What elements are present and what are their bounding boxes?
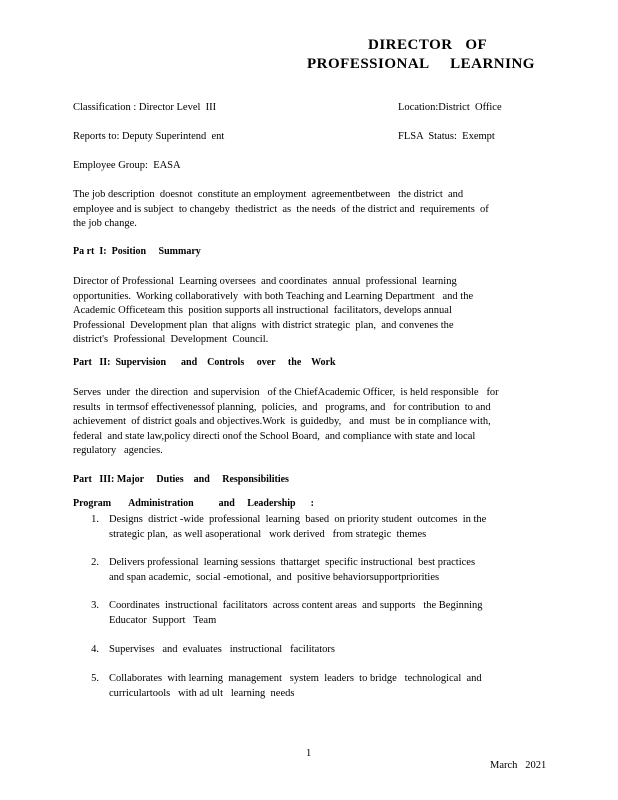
list-item-line: curriculartools with ad ult learning needs: [109, 687, 295, 699]
list-item-line: and span academic, social -emotional, and positive behaviorsupportpriorities: [109, 571, 440, 583]
page-number: 1: [306, 748, 312, 759]
disclaimer: [73, 188, 489, 232]
part2-supervision: [73, 386, 499, 459]
paragraph-line: regulatory agencies.: [73, 445, 163, 456]
paragraph-line: Professional Development plan that aligns with district strategic plan, and convenes the: [73, 319, 454, 331]
part1-heading: Pa rt I: Position Summary: [73, 246, 201, 257]
list-item-line: strategic plan, as well asoperational work derived from strategic themes: [109, 528, 427, 540]
paragraph-line: Academic Officeteam this position supports all instructional facilitators, develops annual: [73, 305, 452, 316]
paragraph-line: achievement of district goals and objectives.Work is guidedby, and must be in compliance with,: [73, 416, 491, 427]
part1-summary: [73, 275, 473, 348]
paragraph-line: Serves under the direction and supervision of the ChiefAcademic Officer, is held responsible for: [73, 387, 499, 398]
part2-heading: Part II: Supervision and Controls over the Work: [73, 357, 336, 368]
list-number: 5.: [91, 673, 99, 684]
paragraph-line: federal and state law,policy directi onof the School Board, and compliance with state and local: [73, 430, 476, 442]
paragraph-line: Director of Professional Learning oversees and coordinates annual professional learning: [73, 276, 457, 287]
disclaimer-line: The job description doesnot constitute an employment agreementbetween the district and: [73, 189, 464, 200]
paragraph-line: results in termsof effectivenessof planning, policies, and programs, and for contribution to and: [73, 401, 491, 413]
location: Location:District Office: [398, 102, 502, 113]
list-item-line: Educator Support Team: [109, 614, 217, 626]
list-number: 2.: [91, 557, 99, 568]
list-item-line: Coordinates instructional facilitators across content areas and supports the Beginning: [109, 600, 483, 611]
list-item-line: Collaborates with learning management system leaders to bridge technological and: [109, 673, 482, 684]
disclaimer-line: employee and is subject to changeby thedistrict as the needs of the district and requirements of: [73, 203, 489, 215]
part3-heading: Part III: Major Duties and Responsibilities: [73, 474, 289, 485]
list-number: 1.: [91, 514, 99, 525]
paragraph-line: district's Professional Development Council.: [73, 334, 269, 345]
flsa-status: FLSA Status: Exempt: [398, 131, 495, 142]
revision-date: March 2021: [490, 760, 547, 771]
paragraph-line: opportunities. Working collaboratively with both Teaching and Learning Department and the: [73, 290, 474, 302]
list-item-line: Delivers professional learning sessions thattarget specific instructional best practices: [109, 557, 476, 568]
employee-group: Employee Group: EASA: [73, 160, 181, 171]
list-item-line: Supervises and evaluates instructional facilitators: [109, 644, 335, 655]
title-line-1: DIRECTOR OF: [368, 37, 488, 53]
list-item-line: Designs district -wide professional learning based on priority student outcomes in the: [109, 514, 487, 525]
classification: Classification : Director Level III: [73, 102, 217, 113]
part3-subheading: Program Administration and Leadership :: [73, 498, 314, 509]
disclaimer-line: the job change.: [73, 218, 137, 229]
list-number: 3.: [91, 600, 99, 611]
reports-to: Reports to: Deputy Superintend ent: [73, 131, 225, 142]
list-number: 4.: [91, 644, 99, 655]
title-line-2: PROFESSIONAL LEARNING: [307, 56, 535, 72]
